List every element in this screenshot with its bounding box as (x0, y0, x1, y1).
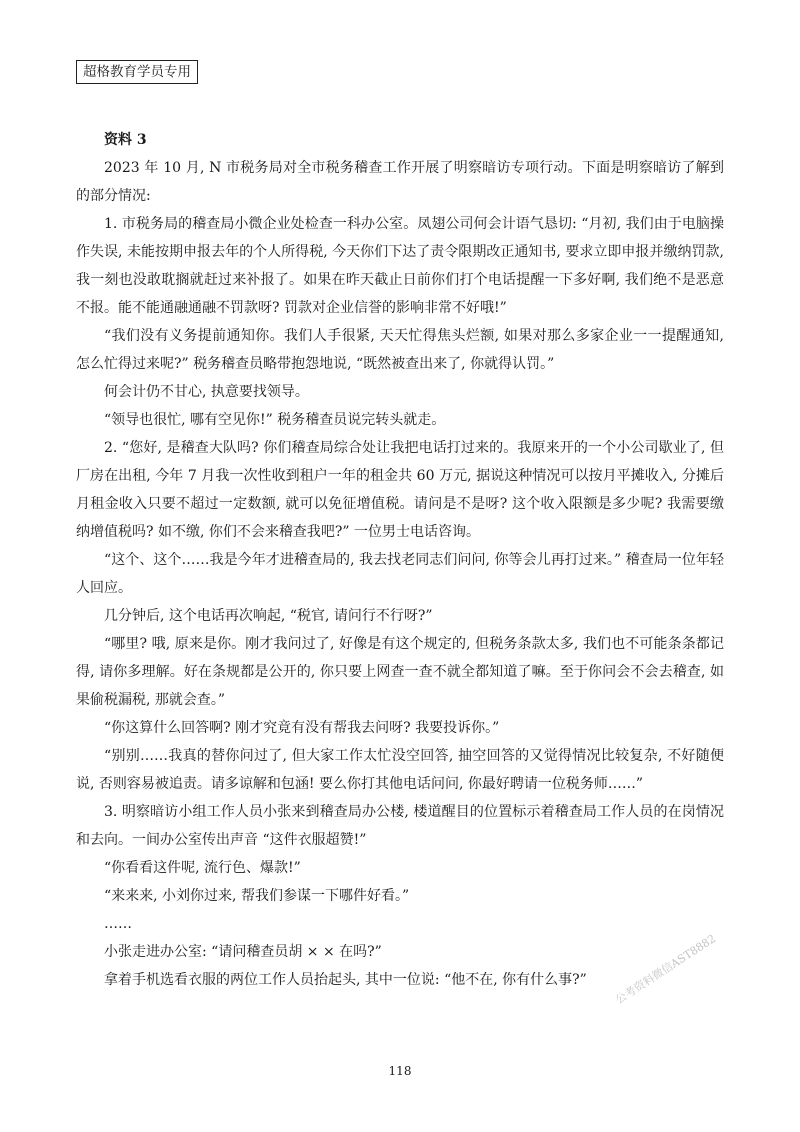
paragraph: “你这算什么回答啊? 刚才究竟有没有帮我去问呀? 我要投诉你。” (104, 720, 500, 736)
paragraph: 2. “您好, 是稽查大队吗? 你们稽查局综合处让我把电话打过来的。我原来开的一个小公司歇业了, 但厂房在出租, 今年 7 月我一次性收到租户一年的租金共 60 万元, 据说这种情况可以按月平摊收入, 分摊后月租金收入只要不超过一定数额, 就可以免征增值税。请问是不是呀? 这个收入限额是多少呢? 我需要缴纳增值税吗? 如不缴, 你们不会来稽查我吧?” 一位男士电话咨询。 (76, 440, 724, 540)
paragraph: 几分钟后, 这个电话再次响起, “税官, 请问行不行呀?” (104, 608, 433, 624)
paragraph: “来来来, 小刘你过来, 帮我们参谋一下哪件好看。” (104, 888, 410, 904)
paragraph: 拿着手机选看衣服的两位工作人员抬起头, 其中一位说: “他不在, 你有什么事?” (104, 972, 587, 988)
paragraph: “你看看这件呢, 流行色、爆款!” (104, 860, 301, 876)
paragraph: “别别……我真的替你问过了, 但大家工作太忙没空回答, 抽空回答的又觉得情况比较复杂, 不好随便说, 否则容易被追责。请多谅解和包涵! 要么你打其他电话问问, 你最好聘请一位税务师……” (76, 748, 724, 792)
paragraph: 1. 市税务局的稽查局小微企业处检查一科办公室。凤翅公司何会计语气恳切: “月初, 我们由于电脑操作失误, 未能按期申报去年的个人所得税, 今天你们下达了责令限期改正通知书, 要求立即申报并缴纳罚款, 我一刻也没敢耽搁就赶过来补报了。如果在昨天截止日前你们打个电话提醒一下多好啊, 我们绝不是恶意不报。能不能通融通融不罚款呀? 罚款对企业信誉的影响非常不好哦!” (76, 216, 724, 316)
watermark: 公考资料微信AST8882 (613, 932, 719, 1007)
header-label: 超格教育学员专用 (76, 60, 198, 84)
paragraph: 3. 明察暗访小组工作人员小张来到稽查局办公楼, 楼道醒目的位置标示着稽查局工作人员的在岗情况和去向。一间办公室传出声音 “这件衣服超赞!” (76, 804, 724, 848)
paragraph: “我们没有义务提前通知你。我们人手很紧, 天天忙得焦头烂额, 如果对那么多家企业一一提醒通知, 怎么忙得过来呢?” 税务稽查员略带抱怨地说, “既然被查出来了, 你就得认罚。” (76, 328, 724, 372)
page-number: 118 (388, 1064, 412, 1078)
paragraph: “领导也很忙, 哪有空见你!” 税务稽查员说完转头就走。 (104, 412, 446, 428)
paragraph: “这个、这个……我是今年才进稽查局的, 我去找老同志们问问, 你等会儿再打过来。” 稽查局一位年轻人回应。 (76, 552, 724, 596)
paragraph-intro: 2023 年 10 月, N 市税务局对全市税务稽查工作开展了明察暗访专项行动。下面是明察暗访了解到的部分情况: (76, 160, 724, 204)
paragraph: 何会计仍不甘心, 执意要找领导。 (104, 384, 309, 400)
paragraph: 小张走进办公室: “请问稽查员胡 × × 在吗?” (104, 944, 382, 960)
paragraph: “哪里? 哦, 原来是你。刚才我问过了, 好像是有这个规定的, 但税务条款太多, 我们也不可能条条都记得, 请你多理解。好在条规都是公开的, 你只要上网查一查不就全都知道了嘛。至于你问会不会去稽查, 如果偷税漏税, 那就会查。” (76, 636, 724, 708)
paragraph-ellipsis: …… (104, 916, 132, 932)
document-body (76, 126, 724, 994)
section-title: 资料 3 (104, 132, 147, 148)
